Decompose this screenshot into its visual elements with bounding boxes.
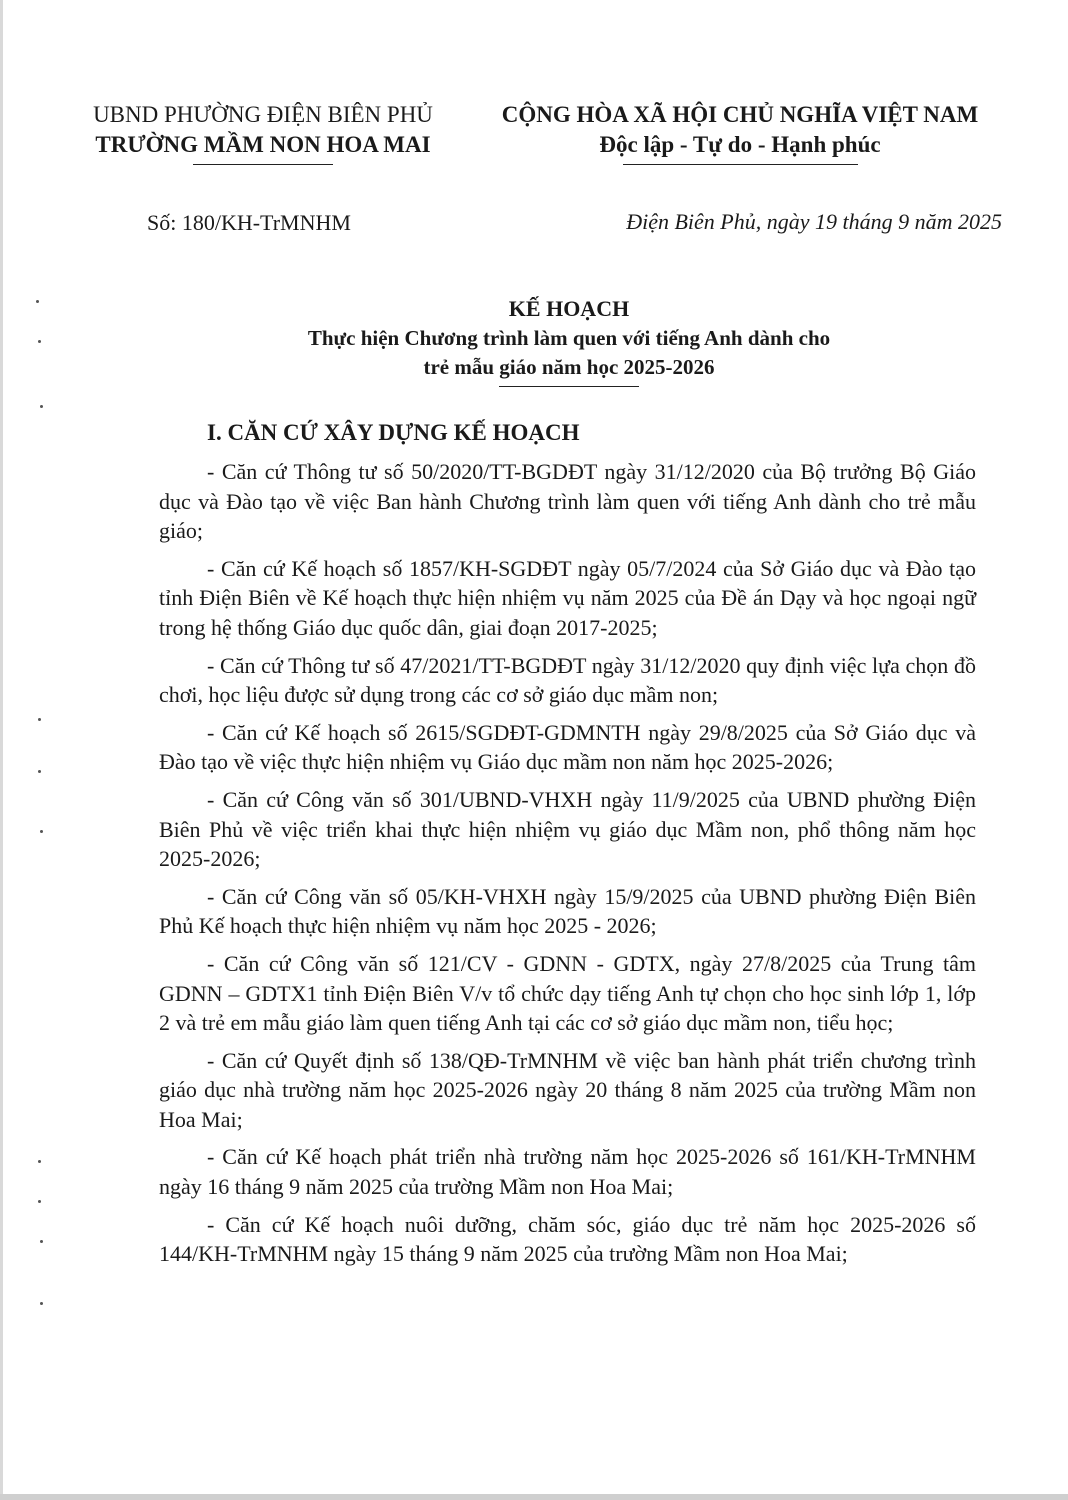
- national-motto: Độc lập - Tự do - Hạnh phúc: [599, 132, 881, 157]
- scan-speck: [38, 718, 41, 721]
- legal-basis-paragraph: - Căn cứ Kế hoạch số 1857/KH-SGDĐT ngày 05/7/2024 của Sở Giáo dục và Đào tạo tỉnh Điện Biên về Kế hoạch thực hiện nhiệm vụ năm 2025 của Đề án Dạy và học ngoại ngữ trong hệ thống Giáo dục quốc dân, giai đoạn 2017-2025;: [159, 555, 976, 640]
- scan-speck: [38, 1200, 41, 1203]
- section-heading: I. CĂN CỨ XÂY DỰNG KẾ HOẠCH: [207, 420, 580, 445]
- scan-speck: [38, 340, 41, 343]
- legal-basis-paragraph: - Căn cứ Thông tư số 47/2021/TT-BGDĐT ngày 31/12/2020 quy định việc lựa chọn đồ chơi, học liệu được sử dụng trong các cơ sở giáo dục mầm non;: [159, 652, 976, 708]
- scan-speck: [40, 1240, 43, 1243]
- document-number: Số: 180/KH-TrMNHM: [147, 210, 351, 235]
- legal-basis-paragraph: - Căn cứ Kế hoạch số 2615/SGDĐT-GDMNTH ngày 29/8/2025 của Sở Giáo dục và Đào tạo về việc thực hiện nhiệm vụ Giáo dục mầm non năm học 2025-2026;: [159, 719, 976, 775]
- place-and-date: Điện Biên Phủ, ngày 19 tháng 9 năm 2025: [626, 209, 1002, 234]
- legal-basis-paragraph: - Căn cứ Kế hoạch nuôi dưỡng, chăm sóc, giáo dục trẻ năm học 2025-2026 số 144/KH-TrMNHM ngày 15 tháng 9 năm 2025 của trường Mầm non Hoa Mai;: [159, 1211, 976, 1267]
- title-underline: [499, 386, 639, 387]
- legal-basis-paragraph: - Căn cứ Thông tư số 50/2020/TT-BGDĐT ngày 31/12/2020 của Bộ trưởng Bộ Giáo dục và Đào tạo về việc Ban hành Chương trình làm quen với tiếng Anh dành cho trẻ mẫu giáo;: [159, 459, 976, 544]
- scan-speck: [40, 830, 43, 833]
- country-name: CỘNG HÒA XÃ HỘI CHỦ NGHĨA VIỆT NAM: [501, 102, 979, 127]
- motto-underline: [623, 164, 858, 165]
- issuer-block: [68, 100, 458, 165]
- scan-speck: [40, 405, 43, 408]
- national-motto-block: [470, 100, 1010, 165]
- legal-basis-paragraph: - Căn cứ Công văn số 05/KH-VHXH ngày 15/9/2025 của UBND phường Điện Biên Phủ Kế hoạch thực hiện nhiệm vụ năm học 2025 - 2026;: [159, 883, 976, 939]
- legal-basis-paragraph: - Căn cứ Kế hoạch phát triển nhà trường năm học 2025-2026 số 161/KH-TrMNHM ngày 16 tháng 9 năm 2025 của trường Mầm non Hoa Mai;: [159, 1144, 976, 1200]
- scan-speck: [40, 1302, 43, 1305]
- issuer-underline: [193, 164, 333, 165]
- issuer-authority: UBND PHƯỜNG ĐIỆN BIÊN PHỦ: [93, 102, 433, 127]
- document-subtitle-line1: Thực hiện Chương trình làm quen với tiếng Anh dành cho: [307, 326, 831, 350]
- issuer-school: TRƯỜNG MẦM NON HOA MAI: [95, 132, 431, 157]
- scan-speck: [38, 770, 41, 773]
- legal-basis-paragraph: - Căn cứ Quyết định số 138/QĐ-TrMNHM về việc ban hành phát triển chương trình giáo dục nhà trường năm học 2025-2026 ngày 20 tháng 8 năm 2025 của trường Mầm non Hoa Mai;: [159, 1047, 976, 1132]
- legal-basis-list: [159, 457, 976, 1277]
- scan-bottom-edge: [0, 1494, 1068, 1500]
- document-title: KẾ HOẠCH: [508, 296, 630, 321]
- legal-basis-paragraph: - Căn cứ Công văn số 121/CV - GDNN - GDTX, ngày 27/8/2025 của Trung tâm GDNN – GDTX1 tỉnh Điện Biên V/v tổ chức dạy tiếng Anh tự chọn cho học sinh lớp 1, lớp 2 và trẻ em mẫu giáo làm quen tiếng Anh tại các cơ sở giáo dục mầm non, tiểu học;: [159, 950, 976, 1036]
- document-subtitle-line2: trẻ mẫu giáo năm học 2025-2026: [423, 355, 715, 379]
- scan-speck: [36, 300, 39, 303]
- scan-speck: [38, 1160, 41, 1163]
- legal-basis-paragraph: - Căn cứ Công văn số 301/UBND-VHXH ngày 11/9/2025 của UBND phường Điện Biên Phủ về việc triển khai thực hiện nhiệm vụ giáo dục Mầm non, phổ thông năm học 2025-2026;: [159, 786, 976, 872]
- scan-left-edge: [0, 0, 3, 1500]
- document-title-block: [160, 294, 978, 387]
